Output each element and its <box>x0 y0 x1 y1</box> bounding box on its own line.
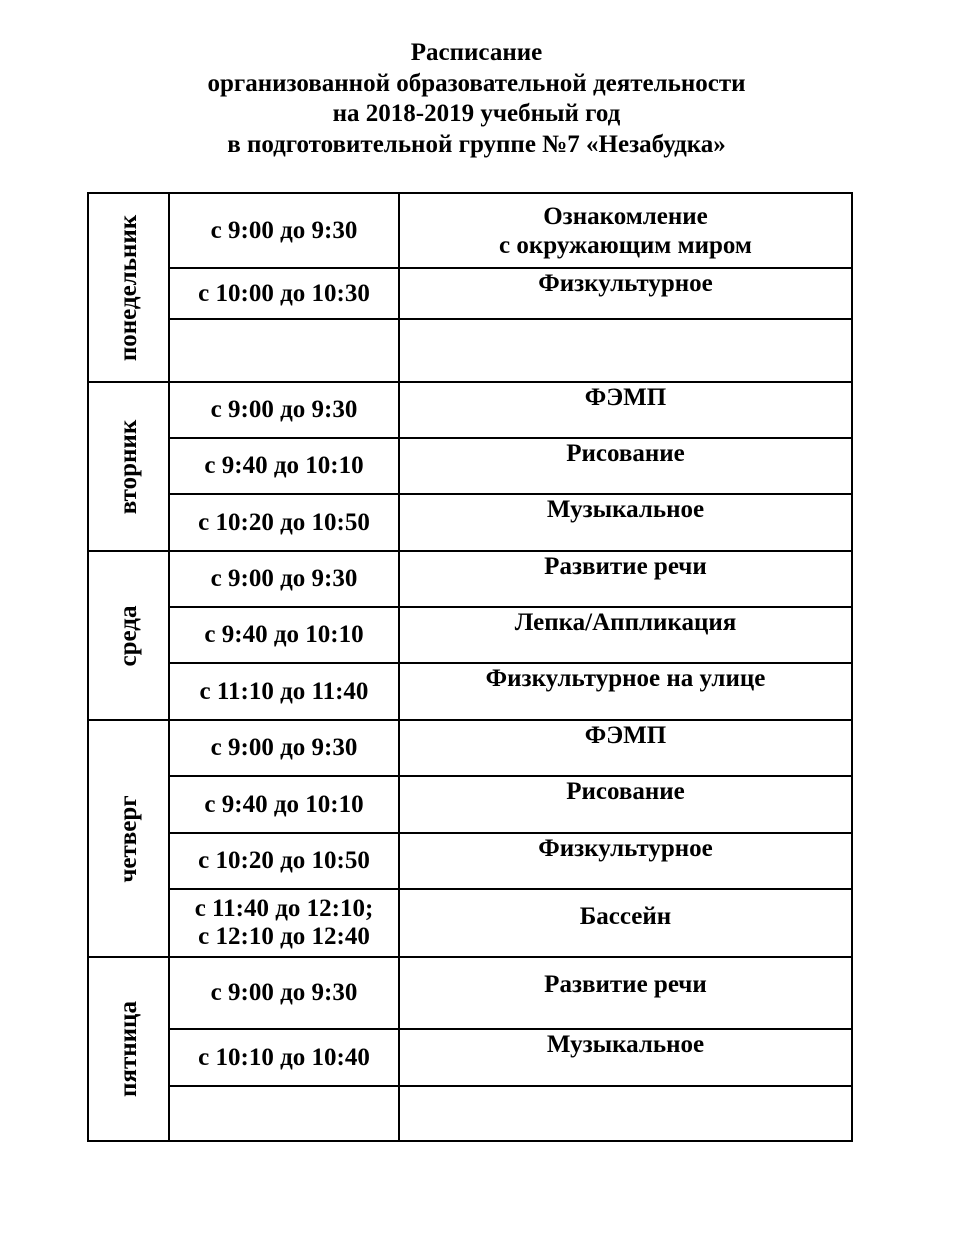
table-row <box>88 663 852 720</box>
time-cell: с 10:20 до 10:50 <box>169 494 399 551</box>
activity-cell: ФЭМП <box>399 720 852 776</box>
day-cell <box>88 382 169 551</box>
time-cell: с 9:00 до 9:30 <box>169 382 399 438</box>
activity-cell: Развитие речи <box>399 551 852 607</box>
day-cell <box>88 720 169 957</box>
table-row <box>88 494 852 551</box>
table-row <box>88 720 852 776</box>
time-cell: с 10:00 до 10:30 <box>169 268 399 319</box>
activity-cell: Физкультурное на улице <box>399 663 852 720</box>
activity-cell: Физкультурное <box>399 268 852 319</box>
activity-cell: Музыкальное <box>399 494 852 551</box>
day-cell <box>88 957 169 1141</box>
time-cell <box>169 889 399 957</box>
activity-cell <box>399 193 852 268</box>
activity-cell: Бассейн <box>399 889 852 957</box>
table-row <box>88 607 852 663</box>
time-cell: с 9:00 до 9:30 <box>169 957 399 1029</box>
table-row <box>88 957 852 1029</box>
activity-cell <box>399 1086 852 1141</box>
table-row <box>88 1029 852 1086</box>
title-line: на 2018-2019 учебный год <box>332 100 621 127</box>
table-row <box>88 776 852 833</box>
day-label: понедельник <box>114 214 142 361</box>
day-label: вторник <box>114 419 142 514</box>
day-label: пятница <box>114 1001 142 1097</box>
day-label: четверг <box>114 794 142 883</box>
day-cell <box>88 551 169 720</box>
title-line: в подготовительной группе №7 «Незабудка» <box>227 130 726 158</box>
activity-cell: Рисование <box>399 776 852 833</box>
schedule-table <box>87 192 853 1142</box>
time-cell <box>169 319 399 382</box>
activity-cell: Рисование <box>399 438 852 494</box>
table-row <box>88 438 852 494</box>
activity-cell <box>399 319 852 382</box>
activity-cell: Физкультурное <box>399 833 852 889</box>
title-line: Расписание <box>410 39 543 66</box>
table-row <box>88 193 852 268</box>
time-cell: с 9:00 до 9:30 <box>169 720 399 776</box>
time-cell: с 9:00 до 9:30 <box>169 551 399 607</box>
activity-cell: Лепка/Аппликация <box>399 607 852 663</box>
title-line: организованной образовательной деятельности <box>207 69 746 97</box>
table-row <box>88 889 852 957</box>
page-title <box>0 38 953 160</box>
activity-cell: ФЭМП <box>399 382 852 438</box>
time-cell: с 9:00 до 9:30 <box>169 193 399 268</box>
table-row <box>88 1086 852 1141</box>
day-label: среда <box>114 605 142 666</box>
activity-text: Ознакомление с окружающим миром <box>499 202 752 259</box>
time-cell: с 9:40 до 10:10 <box>169 438 399 494</box>
table-row <box>88 551 852 607</box>
table-row <box>88 382 852 438</box>
time-cell: с 9:40 до 10:10 <box>169 776 399 833</box>
activity-cell: Развитие речи <box>399 957 852 1029</box>
time-cell: с 10:20 до 10:50 <box>169 833 399 889</box>
time-cell: с 10:10 до 10:40 <box>169 1029 399 1086</box>
time-cell: с 9:40 до 10:10 <box>169 607 399 663</box>
time-text: с 11:40 до 12:10; с 12:10 до 12:40 <box>194 895 374 950</box>
day-cell <box>88 193 169 382</box>
time-cell <box>169 1086 399 1141</box>
activity-cell: Музыкальное <box>399 1029 852 1086</box>
table-row <box>88 833 852 889</box>
table-row <box>88 319 852 382</box>
table-row <box>88 268 852 319</box>
time-cell: с 11:10 до 11:40 <box>169 663 399 720</box>
